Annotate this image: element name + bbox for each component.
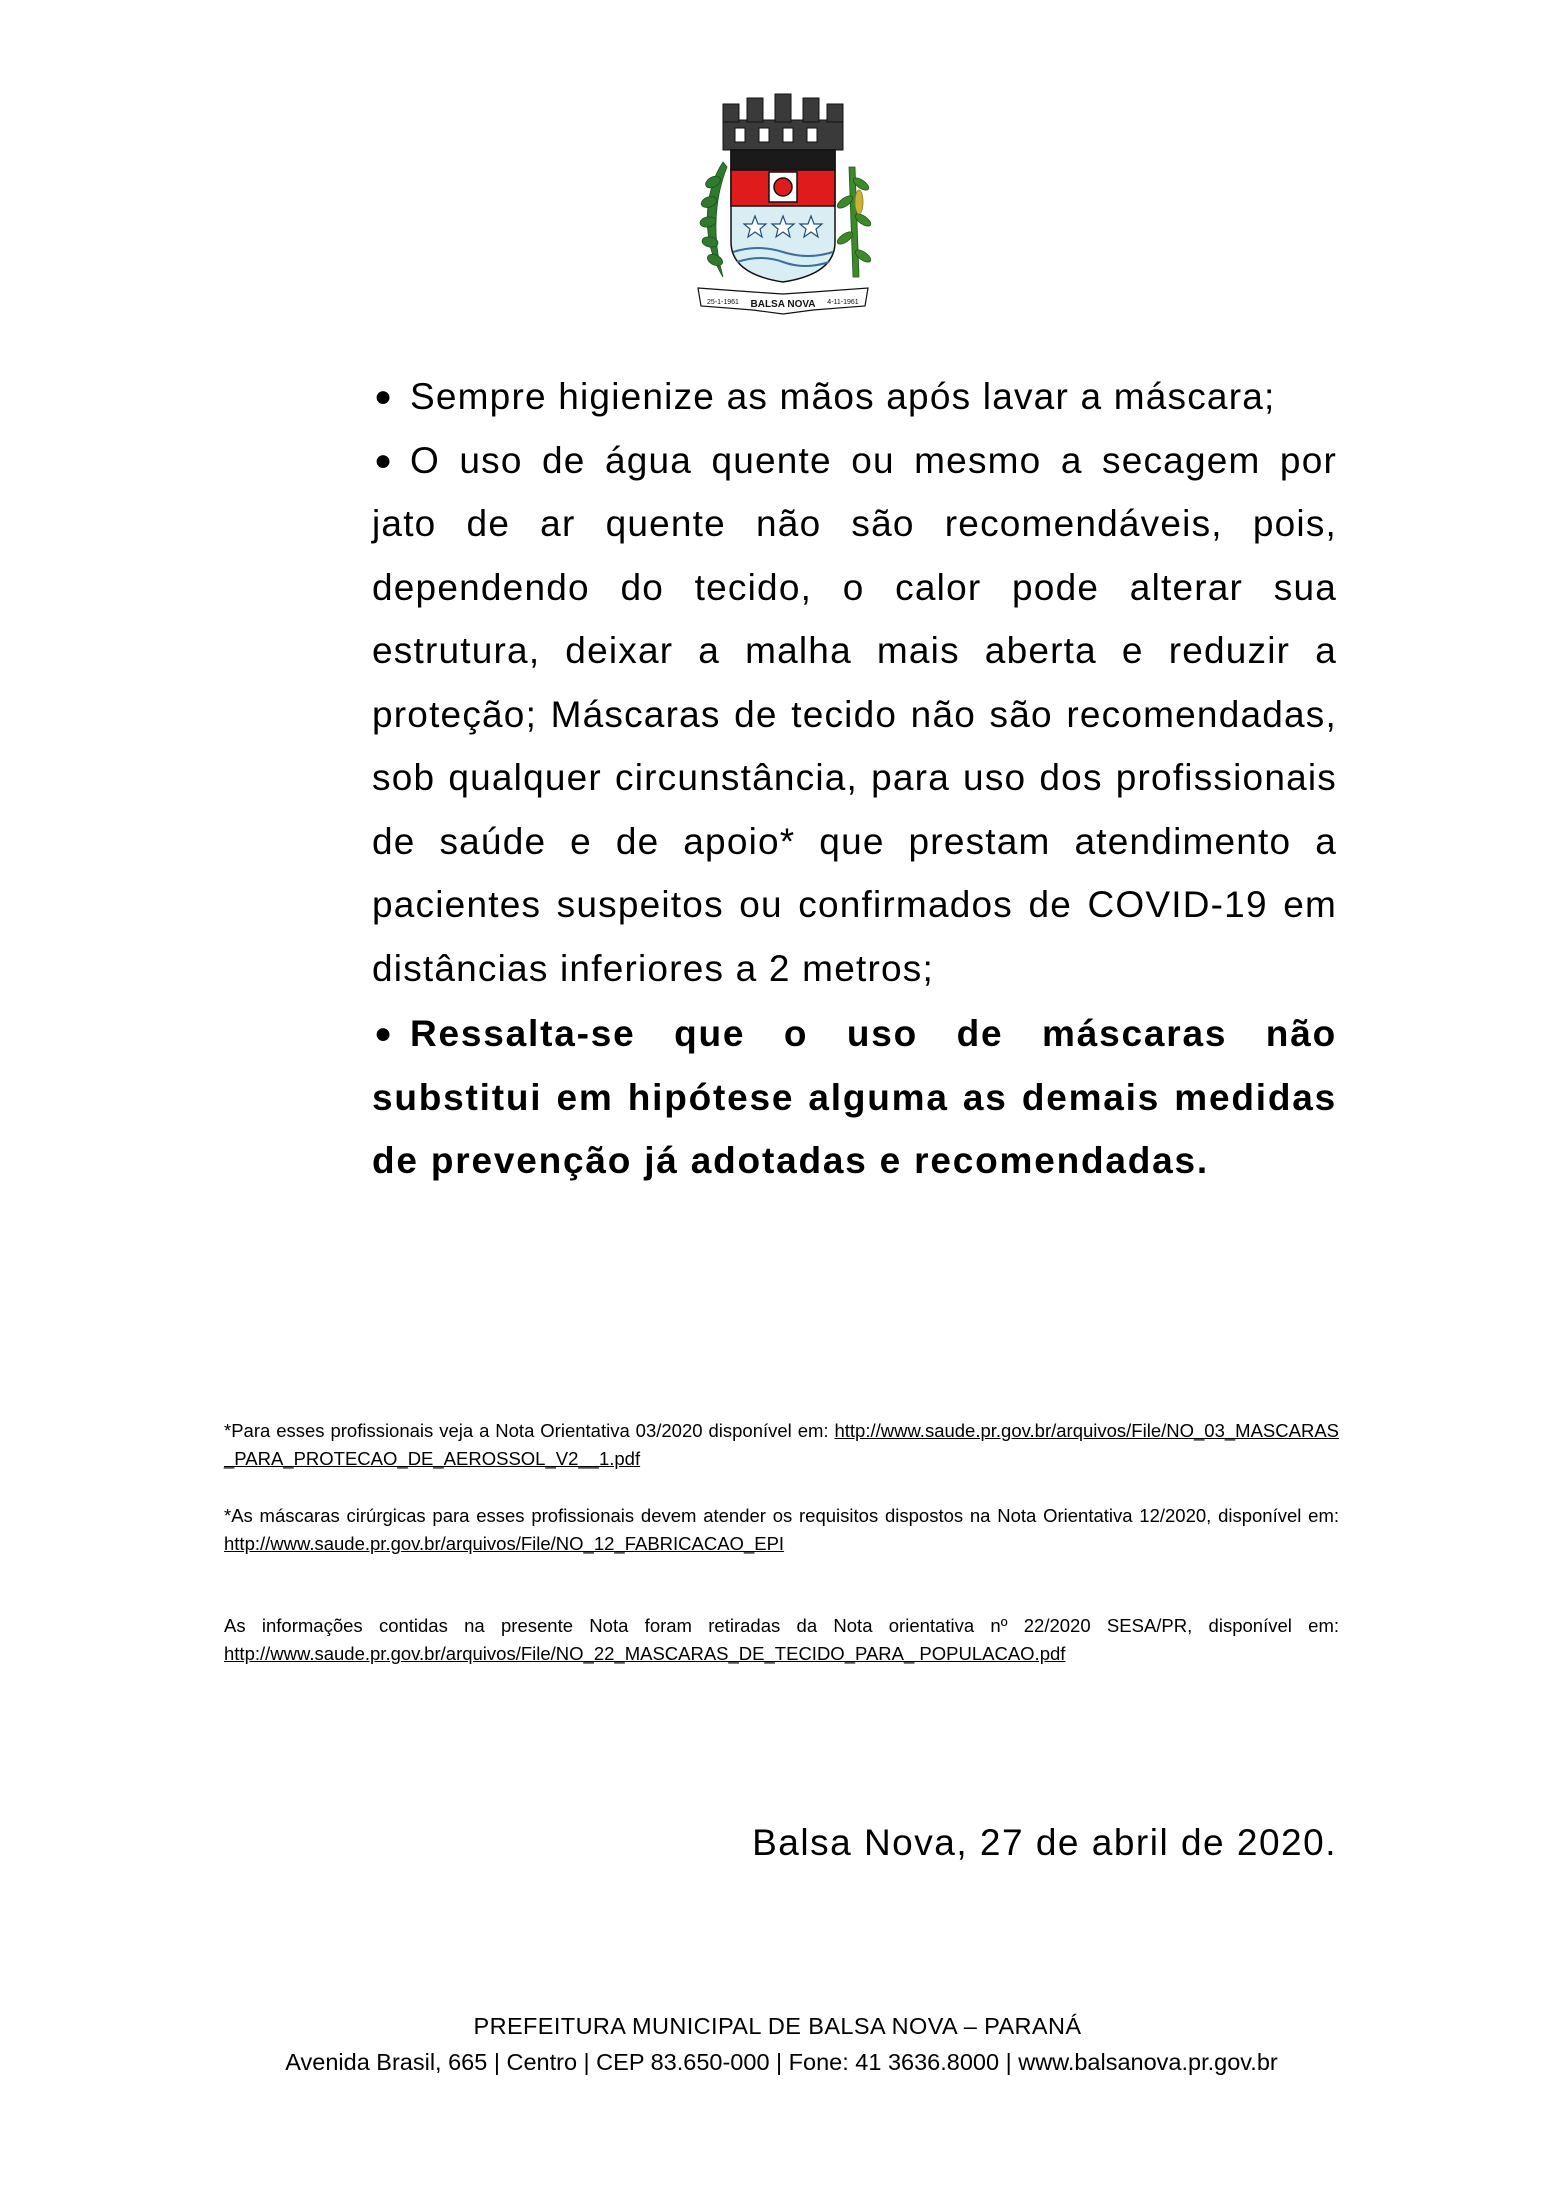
ribbon-left-date: 25-1-1961	[707, 299, 739, 306]
footer-organization: PREFEITURA MUNICIPAL DE BALSA NOVA – PARANÁ	[473, 2013, 1082, 2039]
footnote-link[interactable]: http://www.saude.pr.gov.br/arquivos/File/NO_22_MASCARAS_DE_TECIDO_PARA_ POPULACAO.pdf	[224, 1643, 1066, 1664]
document-date: Balsa Nova, 27 de abril de 2020.	[752, 1822, 1337, 1863]
footnote-text: *Para esses profissionais veja a Nota Orientativa 03/2020 disponível em:	[224, 1420, 835, 1441]
footnote-3	[224, 1612, 1339, 1668]
bullet-text-emphasis: Ressalta-se que o uso de máscaras não substitui em hipótese alguma as demais medidas de prevenção já adotadas e recomendadas.	[372, 1013, 1337, 1181]
footnote-link[interactable]: http://www.saude.pr.gov.br/arquivos/File/NO_12_FABRICACAO_EPI	[224, 1533, 785, 1554]
list-item	[372, 429, 1337, 1001]
bullet-text: Sempre higienize as mãos após lavar a máscara;	[410, 376, 1276, 417]
corn-plant-icon	[835, 167, 872, 277]
bullet-dot-icon: ●	[374, 380, 394, 413]
ribbon-banner	[698, 288, 868, 314]
list-item	[372, 1002, 1337, 1193]
ribbon-city-name: BALSA NOVA	[750, 299, 816, 310]
ribbon-right-date: 4-11-1961	[827, 299, 859, 306]
footnote-1	[224, 1417, 1339, 1473]
mural-crown-icon	[723, 94, 843, 150]
footnote-text: *As máscaras cirúrgicas para esses profissionais devem atender os requisitos dispostos na Nota Orientativa 12/2020, disponível em:	[224, 1505, 1339, 1526]
bullet-text: O uso de água quente ou mesmo a secagem por jato de ar quente não são recomendáveis, pois, dependendo do tecido, o calor pode alterar sua estrutura, deixar a malha mais aberta e reduzir a proteção; Máscaras de tecido não são recomendadas, sob qualquer circunstância, para uso dos profissionais de saúde e de apoio* que prestam atendimento a pacientes suspeitos ou confirmados de COVID-19 em distâncias inferiores a 2 metros;	[372, 439, 1337, 989]
body-content	[372, 365, 1337, 1193]
footer-address: Avenida Brasil, 665 | Centro | CEP 83.650-000 | Fone: 41 3636.8000 | www.balsanova.pr.gov.br	[285, 2049, 1278, 2075]
footnote-text: As informações contidas na presente Nota foram retiradas da Nota orientativa nº 22/2020 SESA/PR, disponível em:	[224, 1615, 1339, 1636]
footnote-2	[224, 1502, 1339, 1558]
list-item	[372, 365, 1337, 429]
bullet-dot-icon: ●	[374, 1017, 394, 1050]
bullet-dot-icon: ●	[374, 443, 394, 477]
municipal-coat-of-arms	[683, 92, 883, 322]
laurel-branch-icon	[699, 162, 727, 277]
page-footer	[0, 2008, 1555, 2080]
footnote-link[interactable]: http://www.saude.pr.gov.br/arquivos/File/NO_03_MASCARAS_PARA_PROTECAO_DE_AEROSSOL_V2__1.pdf	[224, 1420, 1339, 1469]
